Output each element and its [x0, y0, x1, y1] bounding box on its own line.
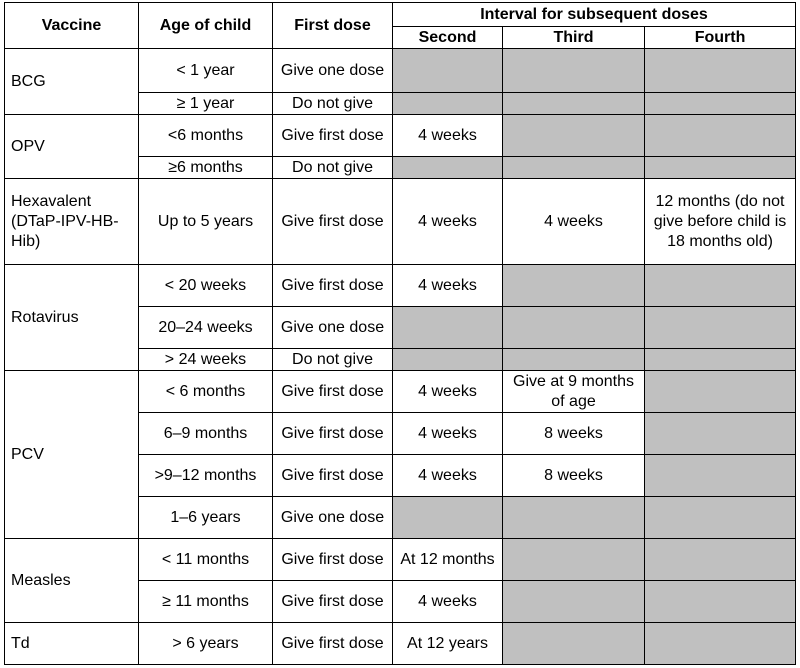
empty-cell — [393, 349, 503, 371]
vaccine-name-td: Td — [5, 623, 139, 665]
vaccine-name-pcv: PCV — [5, 371, 139, 539]
age-cell: ≥ 1 year — [139, 93, 273, 115]
age-cell: < 1 year — [139, 49, 273, 93]
empty-cell — [503, 157, 645, 179]
header-first-dose: First dose — [273, 3, 393, 49]
third-dose-cell: 8 weeks — [503, 413, 645, 455]
empty-cell — [645, 265, 796, 307]
empty-cell — [645, 349, 796, 371]
table-row — [5, 539, 796, 581]
empty-cell — [393, 93, 503, 115]
empty-cell — [503, 307, 645, 349]
third-dose-cell: Give at 9 months of age — [503, 371, 645, 413]
table-row — [5, 623, 796, 665]
first-dose-cell: Give first dose — [273, 539, 393, 581]
empty-cell — [503, 623, 645, 665]
age-cell: > 24 weeks — [139, 349, 273, 371]
vaccine-name-rotavirus: Rotavirus — [5, 265, 139, 371]
empty-cell — [503, 49, 645, 93]
empty-cell — [645, 49, 796, 93]
first-dose-cell: Give first dose — [273, 115, 393, 157]
empty-cell — [645, 623, 796, 665]
header-third: Third — [503, 27, 645, 49]
empty-cell — [645, 497, 796, 539]
second-dose-cell: 4 weeks — [393, 455, 503, 497]
vaccine-catch-up-table — [4, 2, 796, 665]
empty-cell — [393, 307, 503, 349]
second-dose-cell: 4 weeks — [393, 371, 503, 413]
header-age-of-child: Age of child — [139, 3, 273, 49]
age-cell: ≥6 months — [139, 157, 273, 179]
age-cell: <6 months — [139, 115, 273, 157]
header-fourth: Fourth — [645, 27, 796, 49]
age-cell: < 20 weeks — [139, 265, 273, 307]
first-dose-cell: Give one dose — [273, 497, 393, 539]
third-dose-cell: 8 weeks — [503, 455, 645, 497]
empty-cell — [503, 581, 645, 623]
empty-cell — [645, 371, 796, 413]
empty-cell — [645, 413, 796, 455]
age-cell: 6–9 months — [139, 413, 273, 455]
vaccine-name-opv: OPV — [5, 115, 139, 179]
empty-cell — [393, 497, 503, 539]
first-dose-cell: Give first dose — [273, 623, 393, 665]
second-dose-cell: 4 weeks — [393, 179, 503, 265]
first-dose-cell: Do not give — [273, 157, 393, 179]
age-cell: Up to 5 years — [139, 179, 273, 265]
header-second: Second — [393, 27, 503, 49]
first-dose-cell: Do not give — [273, 349, 393, 371]
empty-cell — [503, 93, 645, 115]
fourth-dose-cell: 12 months (do not give before child is 18 months old) — [645, 179, 796, 265]
second-dose-cell: At 12 years — [393, 623, 503, 665]
empty-cell — [503, 265, 645, 307]
empty-cell — [645, 157, 796, 179]
second-dose-cell: At 12 months — [393, 539, 503, 581]
table-row — [5, 115, 796, 157]
vaccine-name-hexavalent: Hexavalent (DTaP-IPV-HB-Hib) — [5, 179, 139, 265]
table-row — [5, 49, 796, 93]
empty-cell — [645, 93, 796, 115]
empty-cell — [503, 349, 645, 371]
table-row — [5, 371, 796, 413]
age-cell: < 11 months — [139, 539, 273, 581]
age-cell: 1–6 years — [139, 497, 273, 539]
second-dose-cell: 4 weeks — [393, 413, 503, 455]
header-vaccine: Vaccine — [5, 3, 139, 49]
first-dose-cell: Give first dose — [273, 581, 393, 623]
age-cell: 20–24 weeks — [139, 307, 273, 349]
third-dose-cell: 4 weeks — [503, 179, 645, 265]
first-dose-cell: Give first dose — [273, 265, 393, 307]
first-dose-cell: Give first dose — [273, 413, 393, 455]
empty-cell — [645, 455, 796, 497]
table-row — [5, 265, 796, 307]
second-dose-cell: 4 weeks — [393, 115, 503, 157]
empty-cell — [393, 49, 503, 93]
empty-cell — [645, 581, 796, 623]
second-dose-cell: 4 weeks — [393, 265, 503, 307]
age-cell: ≥ 11 months — [139, 581, 273, 623]
empty-cell — [645, 115, 796, 157]
first-dose-cell: Give first dose — [273, 371, 393, 413]
first-dose-cell: Give one dose — [273, 49, 393, 93]
empty-cell — [503, 497, 645, 539]
table-row — [5, 179, 796, 265]
empty-cell — [393, 157, 503, 179]
first-dose-cell: Give first dose — [273, 455, 393, 497]
empty-cell — [645, 539, 796, 581]
vaccine-name-bcg: BCG — [5, 49, 139, 115]
age-cell: >9–12 months — [139, 455, 273, 497]
first-dose-cell: Give one dose — [273, 307, 393, 349]
vaccine-name-measles: Measles — [5, 539, 139, 623]
first-dose-cell: Do not give — [273, 93, 393, 115]
age-cell: > 6 years — [139, 623, 273, 665]
empty-cell — [503, 539, 645, 581]
empty-cell — [645, 307, 796, 349]
age-cell: < 6 months — [139, 371, 273, 413]
second-dose-cell: 4 weeks — [393, 581, 503, 623]
empty-cell — [503, 115, 645, 157]
first-dose-cell: Give first dose — [273, 179, 393, 265]
header-interval: Interval for subsequent doses — [393, 3, 796, 27]
